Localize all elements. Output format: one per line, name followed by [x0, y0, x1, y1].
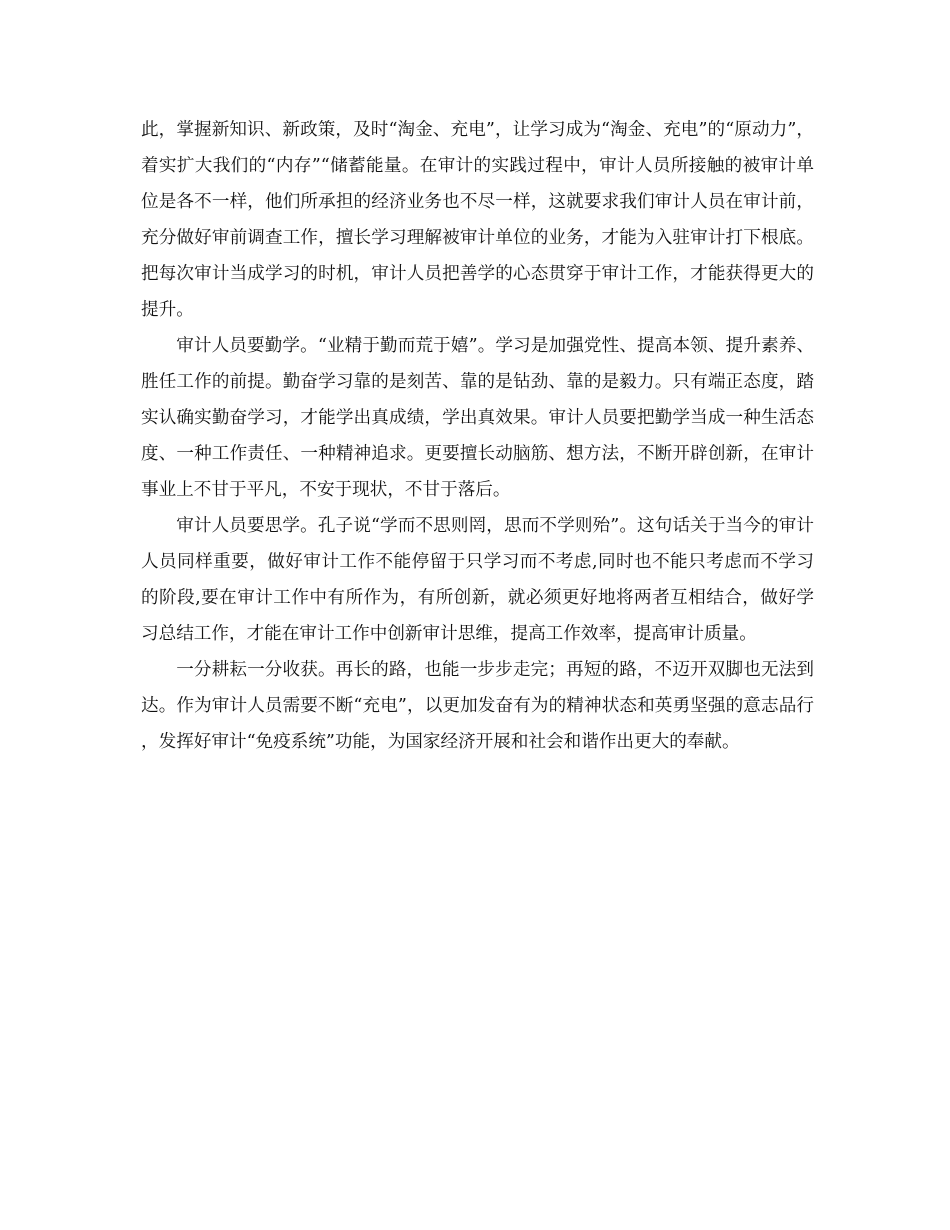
- paragraph-3: 审计人员要思学。孔子说“学而不思则罔，思而不学则殆”。这句话关于当今的审计人员同样重要，做好审计工作不能停留于只学习而不考虑,同时也不能只考虑而不学习的阶段,要在审计工作中有所作为，有所创新，就必须更好地将两者互相结合，做好学习总结工作，才能在审计工作中创新审计思维，提高工作效率，提高审计质量。: [141, 516, 814, 644]
- document-body: [141, 112, 814, 760]
- paragraph-1: 此，掌握新知识、新政策，及时“淘金、充电”，让学习成为“淘金、充电”的“原动力”，着实扩大我们的“内存”“储蓄能量。在审计的实践过程中，审计人员所接触的被审计单位是各不一样，他们所承担的经济业务也不尽一样，这就要求我们审计人员在审计前，充分做好审前调查工作，擅长学习理解被审计单位的业务，才能为入驻审计打下根底。把每次审计当成学习的时机，审计人员把善学的心态贯穿于审计工作，才能获得更大的提升。: [141, 120, 814, 320]
- paragraph-4: 一分耕耘一分收获。再长的路，也能一步步走完；再短的路，不迈开双脚也无法到达。作为审计人员需要不断“充电”，以更加发奋有为的精神状态和英勇坚强的意志品行，发挥好审计“免疫系统”功能，为国家经济开展和社会和谐作出更大的奉献。: [141, 660, 814, 752]
- paragraph-2: 审计人员要勤学。“业精于勤而荒于嬉”。学习是加强党性、提高本领、提升素养、胜任工作的前提。勤奋学习靠的是刻苦、靠的是钻劲、靠的是毅力。只有端正态度，踏实认确实勤奋学习，才能学出真成绩，学出真效果。审计人员要把勤学当成一种生活态度、一种工作责任、一种精神追求。更要擅长动脑筋、想方法，不断开辟创新，在审计事业上不甘于平凡，不安于现状，不甘于落后。: [141, 336, 814, 500]
